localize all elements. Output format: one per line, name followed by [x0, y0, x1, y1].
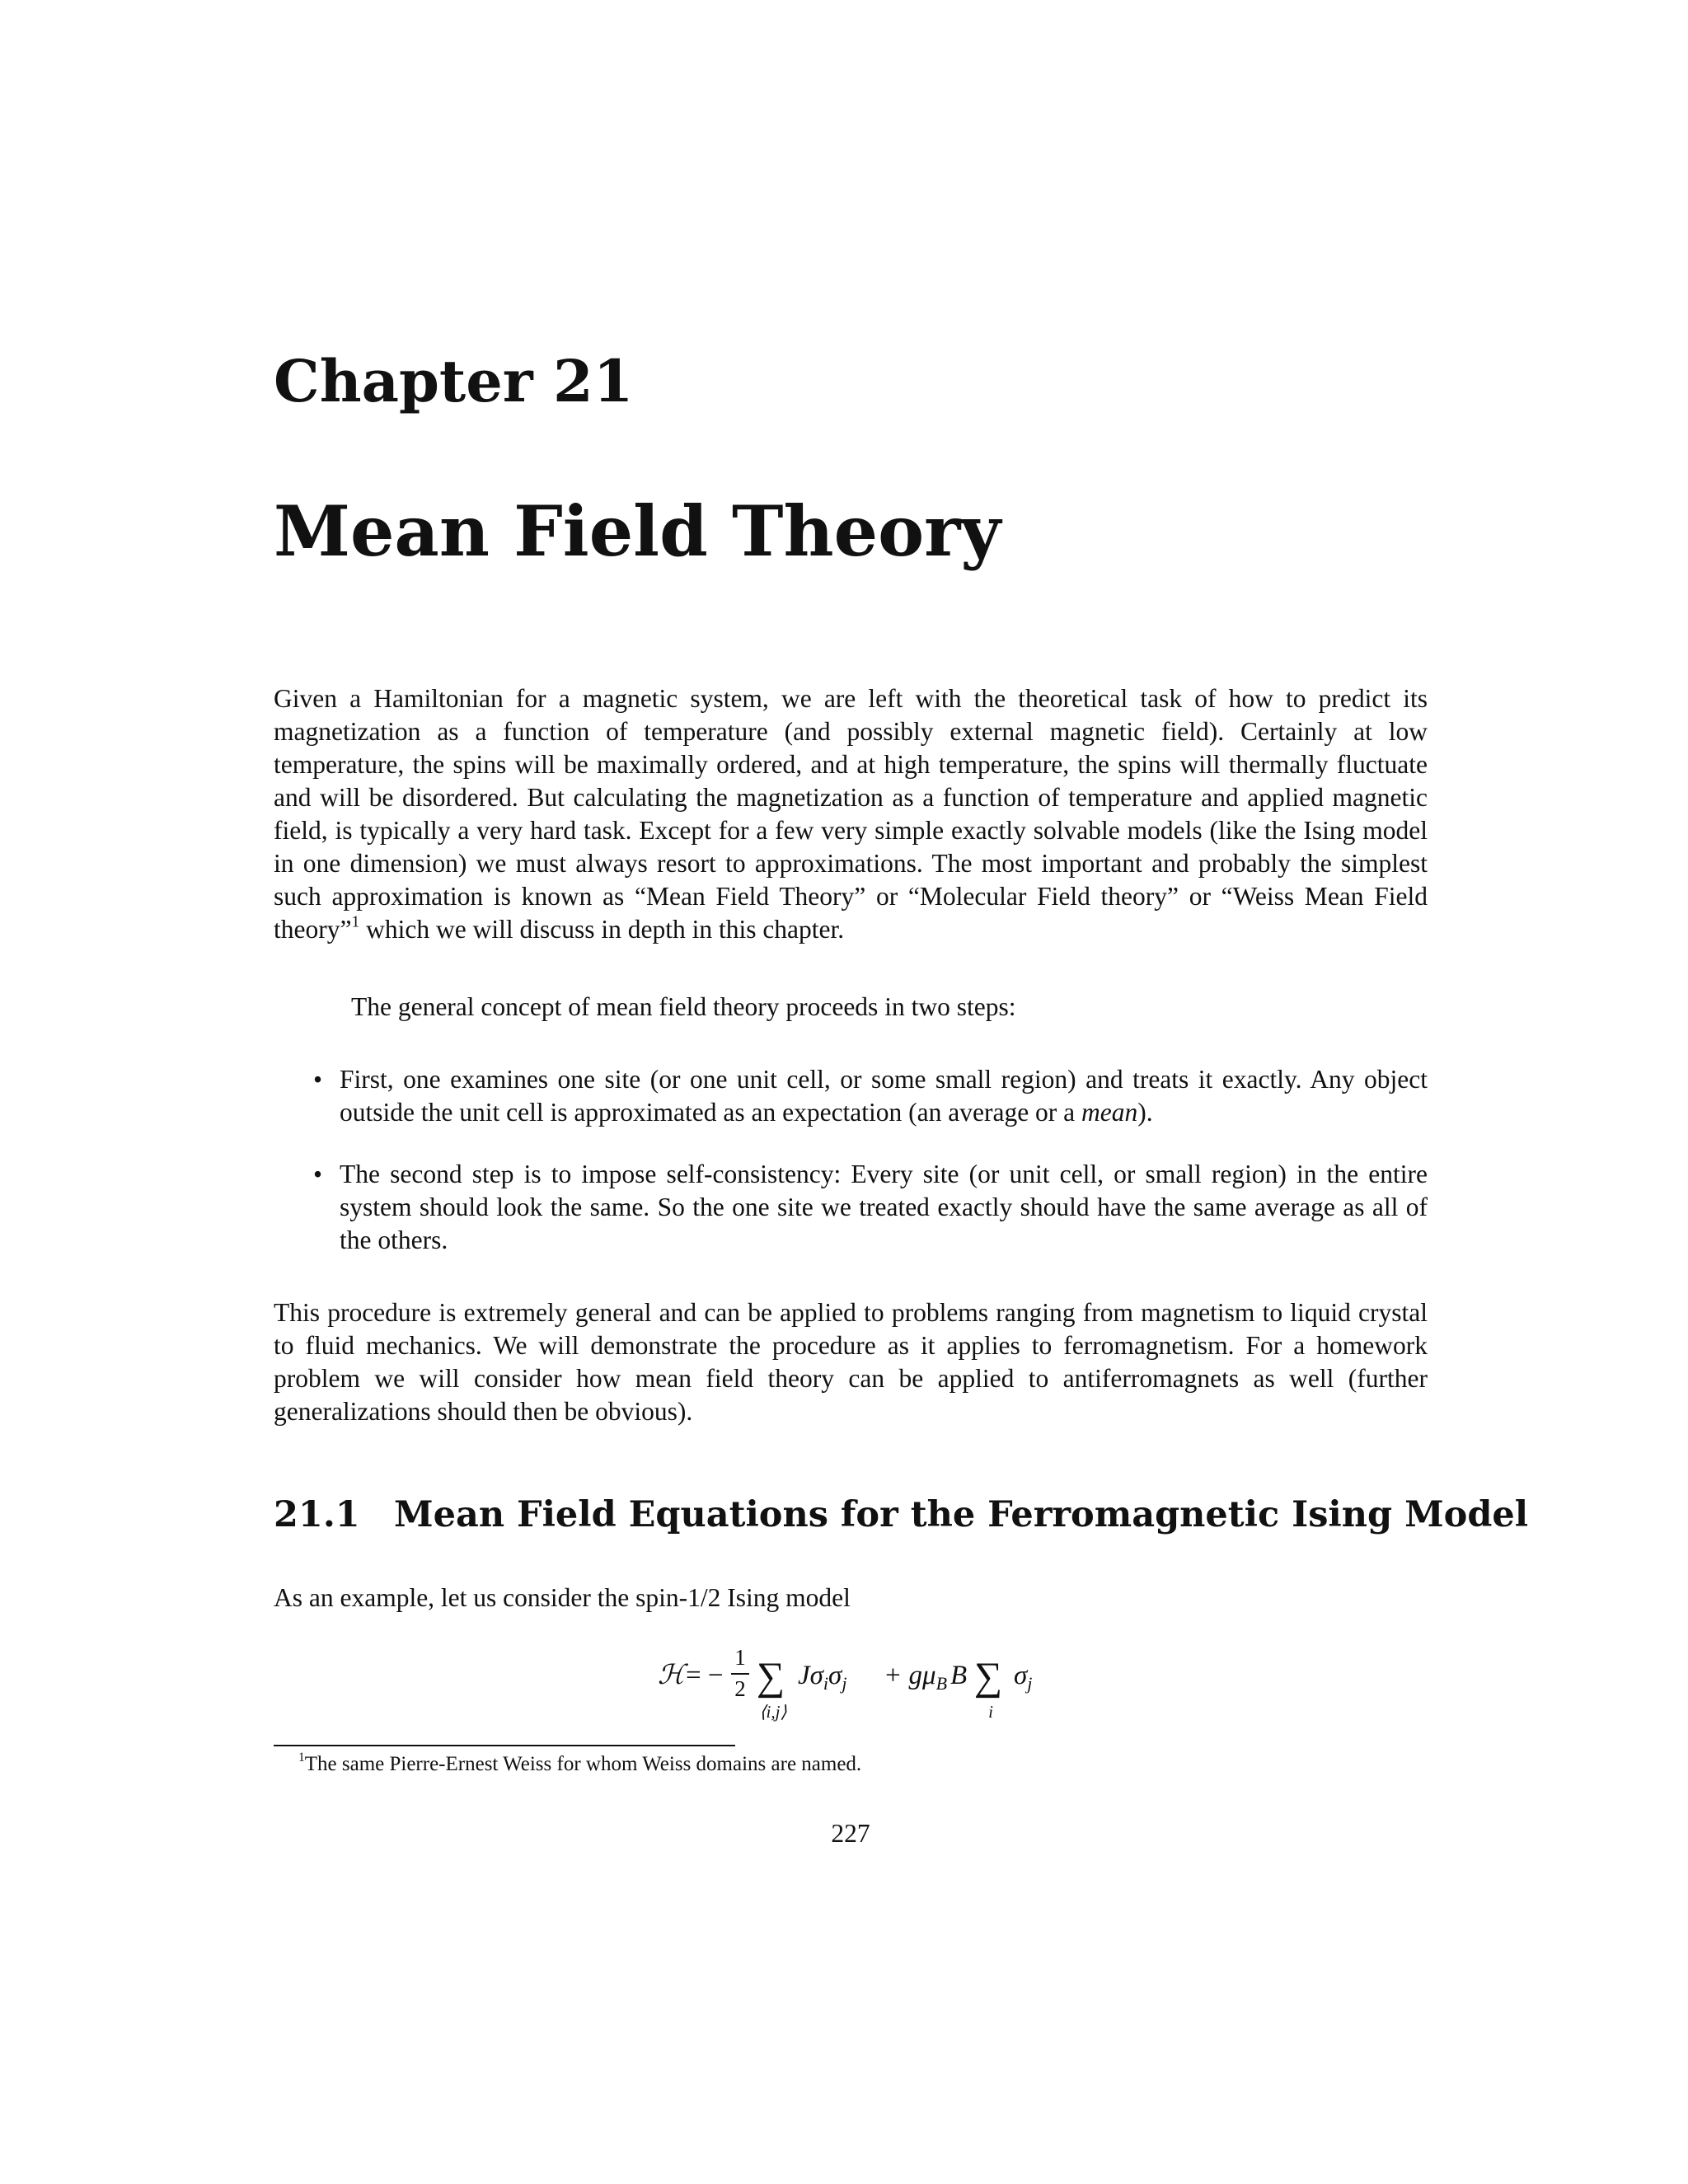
equation-term: $\sigma_j$: [1014, 1661, 1033, 1694]
sum-symbol: ∑: [757, 1655, 785, 1699]
list-item: [274, 1158, 1428, 1257]
sum-index: ⟨i,j⟩: [759, 1702, 787, 1722]
sum-index: i: [988, 1702, 993, 1722]
equation-term: + $g\mu_B$ B: [884, 1661, 968, 1694]
footnote-divider: [274, 1745, 735, 1746]
equation-term: $J\sigma_i\sigma_j$: [798, 1661, 847, 1694]
steps-list: [274, 1063, 1428, 1286]
section-heading: [274, 1492, 1528, 1538]
intro-paragraph: [274, 682, 1428, 946]
page-number: 227: [831, 1819, 870, 1848]
closing-paragraph: This procedure is extremely general and can be applied to problems ranging from magnetism to liquid crystal to fluid mechanics. We will demonstrate the procedure as it applies to ferromagnetism. For a homework problem we will consider how mean field theory can be applied to antiferromagnets as well (further generalizations should then be obvious).: [274, 1298, 1428, 1426]
intro-text: Given a Hamiltonian for a magnetic system, we are left with the theoretical task of how to predict its magnetization as a function of temperature (and possibly external magnetic field). Certainly at low temperature, the spins will be maximally ordered, and at high temperature, the spins will thermally fluctuate and will be disordered. But calculating the magnetization as a function of temperature and applied magnetic field, is typically a very hard task. Except for a few very simple exactly solvable models (like the Ising model in one dimension) we must always resort to approximations. The most important and probably the simplest such approximation is known as “Mean Field Theory” or “Molecular Field theory” or “Weiss Mean Field theory”: [274, 684, 1428, 944]
hamiltonian-equation: [651, 1640, 1063, 1731]
list-item-text-end: ).: [1137, 1098, 1153, 1127]
footnote-marker: 1: [298, 1750, 305, 1765]
emphasis-text: mean: [1081, 1098, 1138, 1127]
list-item-text: First, one examines one site (or one unit cell, or some small region) and treats it exactly. Any object outside the unit cell is approximated as an expectation (an average or a: [340, 1065, 1428, 1127]
equation-equals: = −: [686, 1661, 724, 1690]
section-title: Mean Field Equations for the Ferromagnetic Ising Model: [394, 1494, 1529, 1535]
list-item: [274, 1063, 1428, 1129]
steps-intro-paragraph: The general concept of mean field theory proceeds in two steps:: [351, 992, 1016, 1021]
chapter-label: Chapter 21: [274, 347, 634, 415]
chapter-title: Mean Field Theory: [274, 490, 1001, 572]
intro-text-end: which we will discuss in depth in this chapter.: [359, 915, 845, 944]
sum-symbol: ∑: [974, 1655, 1003, 1699]
equation-lhs: ℋ: [658, 1661, 685, 1690]
footnote-reference[interactable]: 1: [351, 913, 360, 931]
section-number: 21.1: [274, 1494, 360, 1535]
bullet-icon: •: [313, 1065, 323, 1094]
bullet-icon: •: [313, 1160, 323, 1188]
fraction-denominator: 2: [734, 1676, 746, 1701]
list-item-text: The second step is to impose self-consistency: Every site (or unit cell, or small region) in the entire system should look the same. So the one site we treated exactly should have the same average as all of the others.: [340, 1160, 1428, 1254]
fraction-numerator: 1: [734, 1645, 746, 1670]
footnote-text: The same Pierre-Ernest Weiss for whom Weiss domains are named.: [304, 1753, 862, 1775]
footnote: [298, 1750, 861, 1779]
section-intro-paragraph: As an example, let us consider the spin-1/2 Ising model: [274, 1583, 851, 1612]
